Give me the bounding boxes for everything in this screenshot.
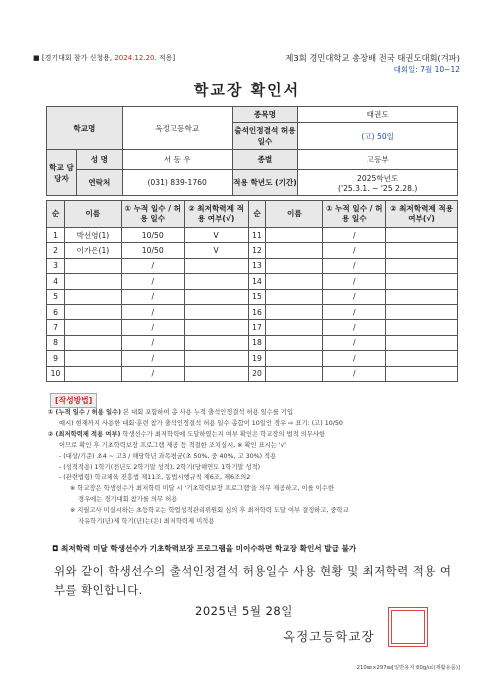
cell-no: 1 xyxy=(47,228,65,243)
event-label: 종목명 xyxy=(232,107,298,123)
method-notes xyxy=(48,408,460,528)
cell-applied: V xyxy=(184,228,248,243)
year-period: ('25.3.1. ~ '25 2.28.) xyxy=(338,183,418,193)
cell-days: / xyxy=(323,258,386,273)
cell-name xyxy=(266,274,323,289)
cell-days: / xyxy=(323,351,386,366)
confirmation-statement: 위와 같이 학생선수의 출석인정결석 허용일수 사용 현황 및 최저학력 적용 여부를 확인합니다. xyxy=(54,564,452,597)
note-2-remark-1b: 경우에는 경기대회 참가를 의무 허용 xyxy=(78,496,178,504)
table-row xyxy=(47,289,458,304)
note-2-remark-2: ※ 지필고사 미실시하는 초등학교는 학업성적관리위원회 심의 후 최저학력 도달 여부 결정하고, 중학교 xyxy=(70,507,349,515)
note-2-remark-2b: 자유학기(년)제 학기(년)는(은) 최저학력제 미적용 xyxy=(78,518,215,526)
header-left-date: 2024.12.20. xyxy=(114,54,157,62)
event-title: 제3회 경민대학교 총장배 전국 태권도대회(겨파) xyxy=(285,53,460,63)
footer: 210㎜×297㎜[일반용지 60g/㎡(재활용품)] xyxy=(356,665,460,671)
cell-days: 10/50 xyxy=(121,228,184,243)
cell-name xyxy=(266,335,323,350)
cell-no: 3 xyxy=(47,258,65,273)
cell-days: / xyxy=(323,289,386,304)
cell-no: 18 xyxy=(248,335,266,350)
table-row xyxy=(47,335,458,350)
col-name: 이름 xyxy=(266,201,323,228)
cell-no: 4 xyxy=(47,274,65,289)
sign-date: 2025년 5월 28일 xyxy=(195,604,293,618)
cell-days: / xyxy=(323,243,386,258)
table-row xyxy=(47,228,458,243)
note-2-target: - (대상/기준) 초4 ~ 고3 / 해당학년 과목평균(초 50%, 중 40%, 고 30%) 적용 xyxy=(59,452,277,460)
cell-applied xyxy=(184,320,248,335)
cell-no: 9 xyxy=(47,351,65,366)
cell-name xyxy=(266,304,323,319)
cell-applied xyxy=(184,366,248,381)
school-name: 옥정고등학교 xyxy=(122,107,232,150)
student-table xyxy=(46,200,458,382)
col-days: ① 누적 일수 / 허용 일수 xyxy=(121,201,184,228)
cell-applied xyxy=(386,289,458,304)
table-row xyxy=(47,243,458,258)
cell-applied xyxy=(386,320,458,335)
table-row xyxy=(47,274,458,289)
cell-applied xyxy=(184,335,248,350)
note-2-law: - (관련법령) 학교체육 진흥법 제11조, 동법시행규칙 제6조, 제6조의2 xyxy=(59,474,251,482)
header-left xyxy=(33,53,175,63)
cell-days: / xyxy=(323,228,386,243)
cell-applied xyxy=(386,366,458,381)
table-row xyxy=(47,304,458,319)
cell-applied xyxy=(386,274,458,289)
note-1: ① (누적 일수 / 허용 일수) 본 대회 포함하여 총 사용 누적 출석인정결석 허용 일수를 기입 xyxy=(48,409,294,416)
cell-no: 13 xyxy=(248,258,266,273)
table-row xyxy=(47,351,458,366)
note-2-remark-1: ※ 학교장은 학생선수가 최저학력 미달 시 '기초학력보장 프로그램'을 의무 제공하고, 이를 이수한 xyxy=(70,485,334,493)
cell-days: / xyxy=(121,366,184,381)
cell-days: / xyxy=(121,304,184,319)
table-row xyxy=(47,258,458,273)
cell-days: / xyxy=(121,289,184,304)
cell-applied xyxy=(184,304,248,319)
teacher-label: 학교 담당자 xyxy=(47,150,77,196)
allowed-label: 출석인정결석 허용 일수 xyxy=(232,123,298,150)
cell-name: 박선영(1) xyxy=(64,228,121,243)
cell-name xyxy=(266,351,323,366)
cell-no: 17 xyxy=(248,320,266,335)
cell-no: 6 xyxy=(47,304,65,319)
cell-applied xyxy=(184,258,248,273)
note-2-cont: 이므로 확인 후 기초학력보장 프로그램 제공 등 적절한 조치실시, ※ 확인 표시는 '√' xyxy=(59,441,287,449)
cell-days: / xyxy=(121,258,184,273)
note-1-example: 예시) 현재까지 사용한 대회·훈련 참가 출석인정결석 허용 일수 총합이 10일인 경우 ⇨ 표기: (고) 10/50 xyxy=(59,419,343,427)
contact-value: (031) 839-1760 xyxy=(122,170,232,196)
cell-name xyxy=(266,320,323,335)
cell-name xyxy=(266,243,323,258)
cell-no: 5 xyxy=(47,289,65,304)
cell-name xyxy=(266,228,323,243)
school-label: 학교명 xyxy=(47,107,123,150)
cell-applied xyxy=(184,351,248,366)
cell-days: / xyxy=(323,304,386,319)
cell-applied: V xyxy=(184,243,248,258)
col-no: 순 xyxy=(248,201,266,228)
official-seal xyxy=(388,607,428,647)
cell-applied xyxy=(184,289,248,304)
cell-no: 12 xyxy=(248,243,266,258)
cell-name xyxy=(64,320,121,335)
cell-no: 20 xyxy=(248,366,266,381)
cell-name xyxy=(64,351,121,366)
allowed-value: (고) 50일 xyxy=(298,123,458,150)
year-cell xyxy=(298,170,458,196)
type-label: 종별 xyxy=(232,150,298,170)
cell-name xyxy=(266,258,323,273)
cell-days: / xyxy=(323,320,386,335)
cell-name xyxy=(64,366,121,381)
cell-name: 이가은(1) xyxy=(64,243,121,258)
page-title: 학교장 확인서 xyxy=(193,81,301,99)
cell-name xyxy=(266,289,323,304)
notice xyxy=(52,543,356,554)
cell-no: 14 xyxy=(248,274,266,289)
cell-name xyxy=(64,289,121,304)
cell-no: 2 xyxy=(47,243,65,258)
event-dates: 대회일: 7월 10~12 xyxy=(393,65,460,74)
cell-no: 8 xyxy=(47,335,65,350)
method-heading: [작성방법] xyxy=(50,393,97,408)
table-row xyxy=(47,320,458,335)
cell-name xyxy=(64,258,121,273)
cell-days: / xyxy=(121,320,184,335)
cell-applied xyxy=(386,335,458,350)
cell-days: / xyxy=(121,335,184,350)
cell-no: 11 xyxy=(248,228,266,243)
cell-days: / xyxy=(323,366,386,381)
cell-days: / xyxy=(121,351,184,366)
cell-no: 7 xyxy=(47,320,65,335)
event-value: 태권도 xyxy=(298,107,458,123)
cell-no: 15 xyxy=(248,289,266,304)
cell-applied xyxy=(386,351,458,366)
name-label: 성 명 xyxy=(76,150,122,170)
col-no: 순 xyxy=(47,201,65,228)
note-2: ② (최저학력제 적용 여부) 학생선수가 최저학력에 도달하였는지 여부 확인은 학교장의 법적 의무사항 xyxy=(48,430,326,438)
header-left-suffix: 적용] xyxy=(158,54,176,62)
cell-applied xyxy=(386,228,458,243)
cell-no: 19 xyxy=(248,351,266,366)
cell-no: 10 xyxy=(47,366,65,381)
year-value: 2025학년도 xyxy=(357,173,399,183)
cell-days: / xyxy=(323,335,386,350)
cell-applied xyxy=(386,304,458,319)
cell-days: 10/50 xyxy=(121,243,184,258)
notice-icon: ◘ xyxy=(52,544,59,553)
cell-name xyxy=(64,274,121,289)
cell-name xyxy=(64,335,121,350)
cell-name xyxy=(266,366,323,381)
info-table xyxy=(46,106,458,196)
cell-applied xyxy=(386,243,458,258)
name-value: 서 동 우 xyxy=(122,150,232,170)
note-2-grade: - (성적적용) 1학기(전년도 2학기말 성적), 2학기(당해연도 1학기말 성적) xyxy=(59,463,261,471)
cell-applied xyxy=(386,258,458,273)
header-right xyxy=(285,52,460,76)
col-applied: ② 최저학력제 적용 여부(√) xyxy=(386,201,458,228)
cell-name xyxy=(64,304,121,319)
col-applied: ② 최저학력제 적용 여부(√) xyxy=(184,201,248,228)
col-name: 이름 xyxy=(64,201,121,228)
cell-days: / xyxy=(121,274,184,289)
cell-days: / xyxy=(323,274,386,289)
notice-text: 최저학력 미달 학생선수가 기초학력보장 프로그램을 미이수하면 학교장 확인서 발급 불가 xyxy=(61,544,357,553)
header-left-prefix: ■ [경기대회 참가 신청용, xyxy=(33,54,113,62)
contact-label: 연락처 xyxy=(76,170,122,196)
table-row xyxy=(47,366,458,381)
type-value: 고등부 xyxy=(298,150,458,170)
col-days: ① 누적 일수 / 허용 일수 xyxy=(323,201,386,228)
seal-inner xyxy=(391,610,425,644)
sign-school: 옥정고등학교장 xyxy=(283,629,375,644)
year-label: 적용 학년도 (기간) xyxy=(232,170,298,196)
cell-applied xyxy=(184,274,248,289)
cell-no: 16 xyxy=(248,304,266,319)
